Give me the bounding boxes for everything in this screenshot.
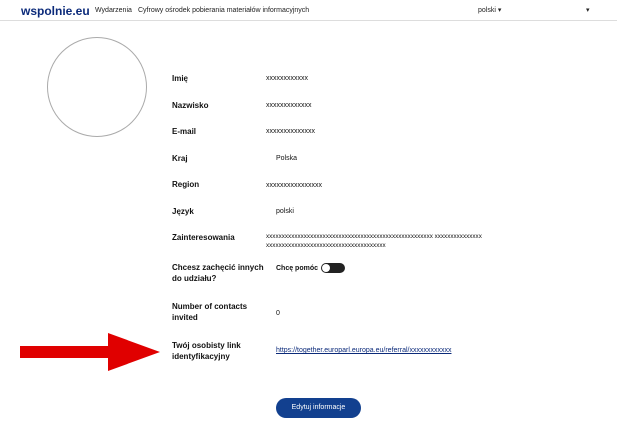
label-region: Region <box>172 180 200 189</box>
avatar <box>47 37 147 137</box>
language-selector[interactable] <box>478 6 501 14</box>
referral-link[interactable]: https://together.europarl.europa.eu/referral/xxxxxxxxxxxx <box>276 347 452 354</box>
toggle-knob <box>322 264 330 272</box>
account-menu-chevron-icon[interactable]: ▾ <box>586 7 590 14</box>
value-language: polski <box>276 208 294 215</box>
label-email: E-mail <box>172 127 197 136</box>
label-language: Język <box>172 207 194 216</box>
value-country: Polska <box>276 155 298 162</box>
label-contacts-invited: Number of contacts invited <box>172 302 248 322</box>
brand-logo[interactable]: wspolnie.eu <box>21 4 90 18</box>
value-email: xxxxxxxxxxxxxx <box>266 128 315 135</box>
label-encourage-others: Chcesz zachęcić innych do udziału? <box>172 263 264 283</box>
nav-link-download-center[interactable]: Cyfrowy ośrodek pobierania materiałów informacyjnych <box>138 7 310 14</box>
value-region: xxxxxxxxxxxxxxxx <box>266 182 322 189</box>
value-first-name: xxxxxxxxxxxx <box>266 75 308 82</box>
label-last-name: Nazwisko <box>172 101 209 110</box>
arrow-shape <box>20 333 160 371</box>
label-country: Kraj <box>172 154 188 163</box>
top-navigation-bar <box>0 0 617 21</box>
red-arrow-annotation-icon <box>20 333 160 371</box>
language-label: polski <box>478 7 496 14</box>
nav-link-events[interactable]: Wydarzenia <box>95 7 132 14</box>
label-first-name: Imię <box>172 74 189 83</box>
label-referral-link: Twój osobisty link identyfikacyjny <box>172 341 241 361</box>
help-toggle-label: Chcę pomóc <box>276 264 319 272</box>
value-contacts-invited: 0 <box>276 310 280 317</box>
chevron-down-icon: ▾ <box>497 7 502 14</box>
label-interests: Zainteresowania <box>172 233 235 242</box>
edit-info-button[interactable]: Edytuj informacje <box>276 398 361 418</box>
value-interests: xxxxxxxxxxxxxxxxxxxxxxxxxxxxxxxxxxxxxxxxxxxxxxxxxxxxx xxxxxxxxxxxxxxxxxxxxxxxxxxxxxxxxxxxxxxxxxxxxxxxxxxxxx <box>266 233 482 249</box>
help-toggle-switch[interactable] <box>321 263 345 273</box>
value-last-name: xxxxxxxxxxxxx <box>266 102 312 109</box>
help-toggle-group <box>276 263 345 273</box>
